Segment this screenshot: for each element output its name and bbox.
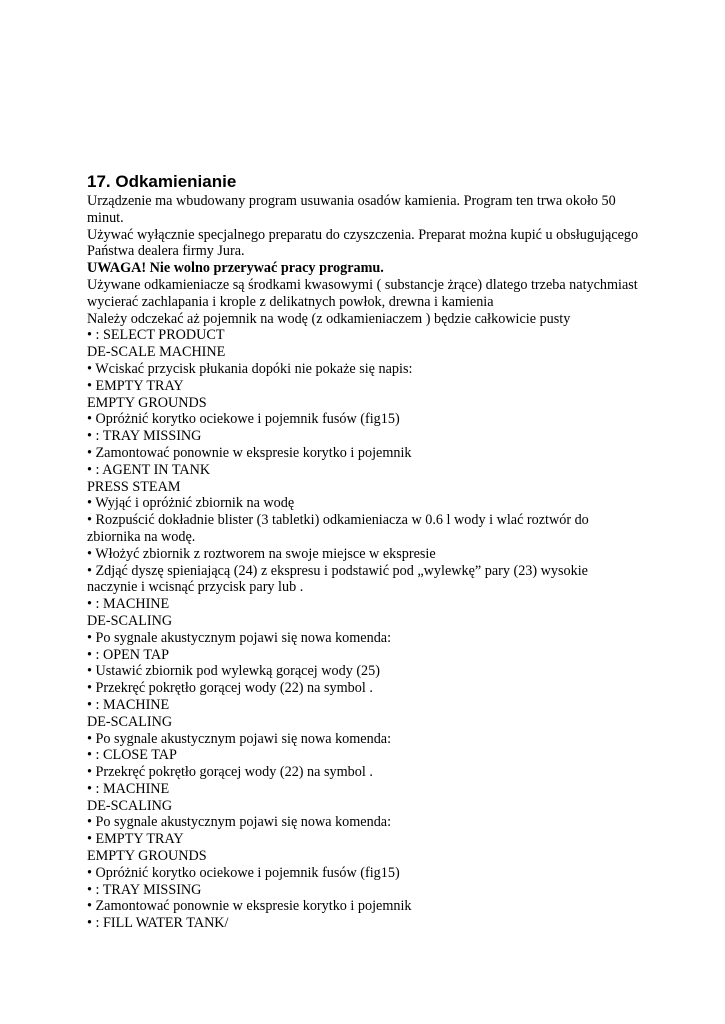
instruction-line: • Przekręć pokrętło gorącej wody (22) na symbol . [87, 680, 373, 697]
instruction-line: • : FILL WATER TANK/ [87, 915, 229, 932]
instruction-line: • Przekręć pokrętło gorącej wody (22) na symbol . [87, 764, 373, 781]
instruction-line: DE-SCALE MACHINE [87, 344, 226, 361]
instruction-line: DE-SCALING [87, 713, 173, 730]
instruction-line: • Zdjąć dyszę spieniającą (24) z ekspresu i podstawić pod „wylewkę” pary (23) wysokie [87, 562, 588, 579]
instruction-line: • Wyjąć i opróżnić zbiornik na wodę [87, 495, 295, 512]
instruction-line: • Po sygnale akustycznym pojawi się nowa komenda: [87, 814, 392, 831]
instruction-line: • Opróżnić korytko ociekowe i pojemnik fusów (fig15) [87, 864, 400, 881]
empty-tank-note: Należy odczekać aż pojemnik na wodę (z odkamieniaczem ) będzie całkowicie pusty [87, 310, 571, 327]
warning-line: UWAGA! Nie wolno przerywać pracy programu. [87, 260, 384, 277]
instruction-line: DE-SCALING [87, 797, 173, 814]
instruction-line: • : AGENT IN TANK [87, 461, 211, 478]
instruction-line: • : TRAY MISSING [87, 428, 202, 445]
instruction-line: • EMPTY TRAY [87, 377, 184, 394]
instruction-line: • Zamontować ponownie w ekspresie korytko i pojemnik [87, 898, 412, 915]
instruction-line: EMPTY GROUNDS [87, 848, 207, 865]
instruction-line: • : CLOSE TAP [87, 747, 177, 764]
instruction-line: zbiornika na wodę. [87, 528, 196, 545]
preparation-line-2: Państwa dealera firmy Jura. [87, 243, 245, 260]
intro-line-1: Urządzenie ma wbudowany program usuwania osadów kamienia. Program ten trwa około 50 [87, 193, 616, 209]
instruction-line: • Wciskać przycisk płukania dopóki nie pokaże się napis: [87, 360, 413, 377]
instruction-line: • EMPTY TRAY [87, 831, 184, 848]
instruction-line: • Zamontować ponownie w ekspresie korytko i pojemnik [87, 444, 412, 461]
document-body [87, 172, 667, 932]
preparation-line-1: Używać wyłącznie specjalnego preparatu do czyszczenia. Preparat można kupić u obsługującego [87, 226, 639, 243]
instruction-line: • : OPEN TAP [87, 646, 170, 663]
instruction-line: • Ustawić zbiornik pod wylewką gorącej wody (25) [87, 663, 380, 680]
instruction-line: DE-SCALING [87, 612, 173, 629]
instruction-line: PRESS STEAM [87, 478, 181, 495]
instruction-line: • : SELECT PRODUCT [87, 327, 225, 344]
intro-line-2: minut. [87, 209, 124, 226]
instruction-line: • Po sygnale akustycznym pojawi się nowa komenda: [87, 629, 392, 646]
instruction-line: • : MACHINE [87, 696, 170, 713]
instruction-line: • : MACHINE [87, 780, 170, 797]
section-heading: 17. Odkamienianie [87, 172, 237, 191]
instruction-line: • : TRAY MISSING [87, 881, 202, 898]
instruction-line: • Po sygnale akustycznym pojawi się nowa komenda: [87, 730, 392, 747]
acid-warning-line-2: wycierać zachlapania i krople z delikatnych powłok, drewna i kamienia [87, 293, 494, 310]
instruction-line: • Rozpuścić dokładnie blister (3 tabletki) odkamieniacza w 0.6 l wody i wlać roztwór do [87, 512, 589, 529]
instruction-line: • Opróżnić korytko ociekowe i pojemnik fusów (fig15) [87, 411, 400, 428]
instruction-line: naczynie i wcisnąć przycisk pary lub . [87, 579, 304, 596]
instruction-line: EMPTY GROUNDS [87, 394, 207, 411]
instruction-line: • : MACHINE [87, 596, 170, 613]
acid-warning-line-1: Używane odkamieniacze są środkami kwasowymi ( substancje żrące) dlatego trzeba natychmiast [87, 276, 638, 293]
instruction-line: • Włożyć zbiornik z roztworem na swoje miejsce w ekspresie [87, 545, 436, 562]
